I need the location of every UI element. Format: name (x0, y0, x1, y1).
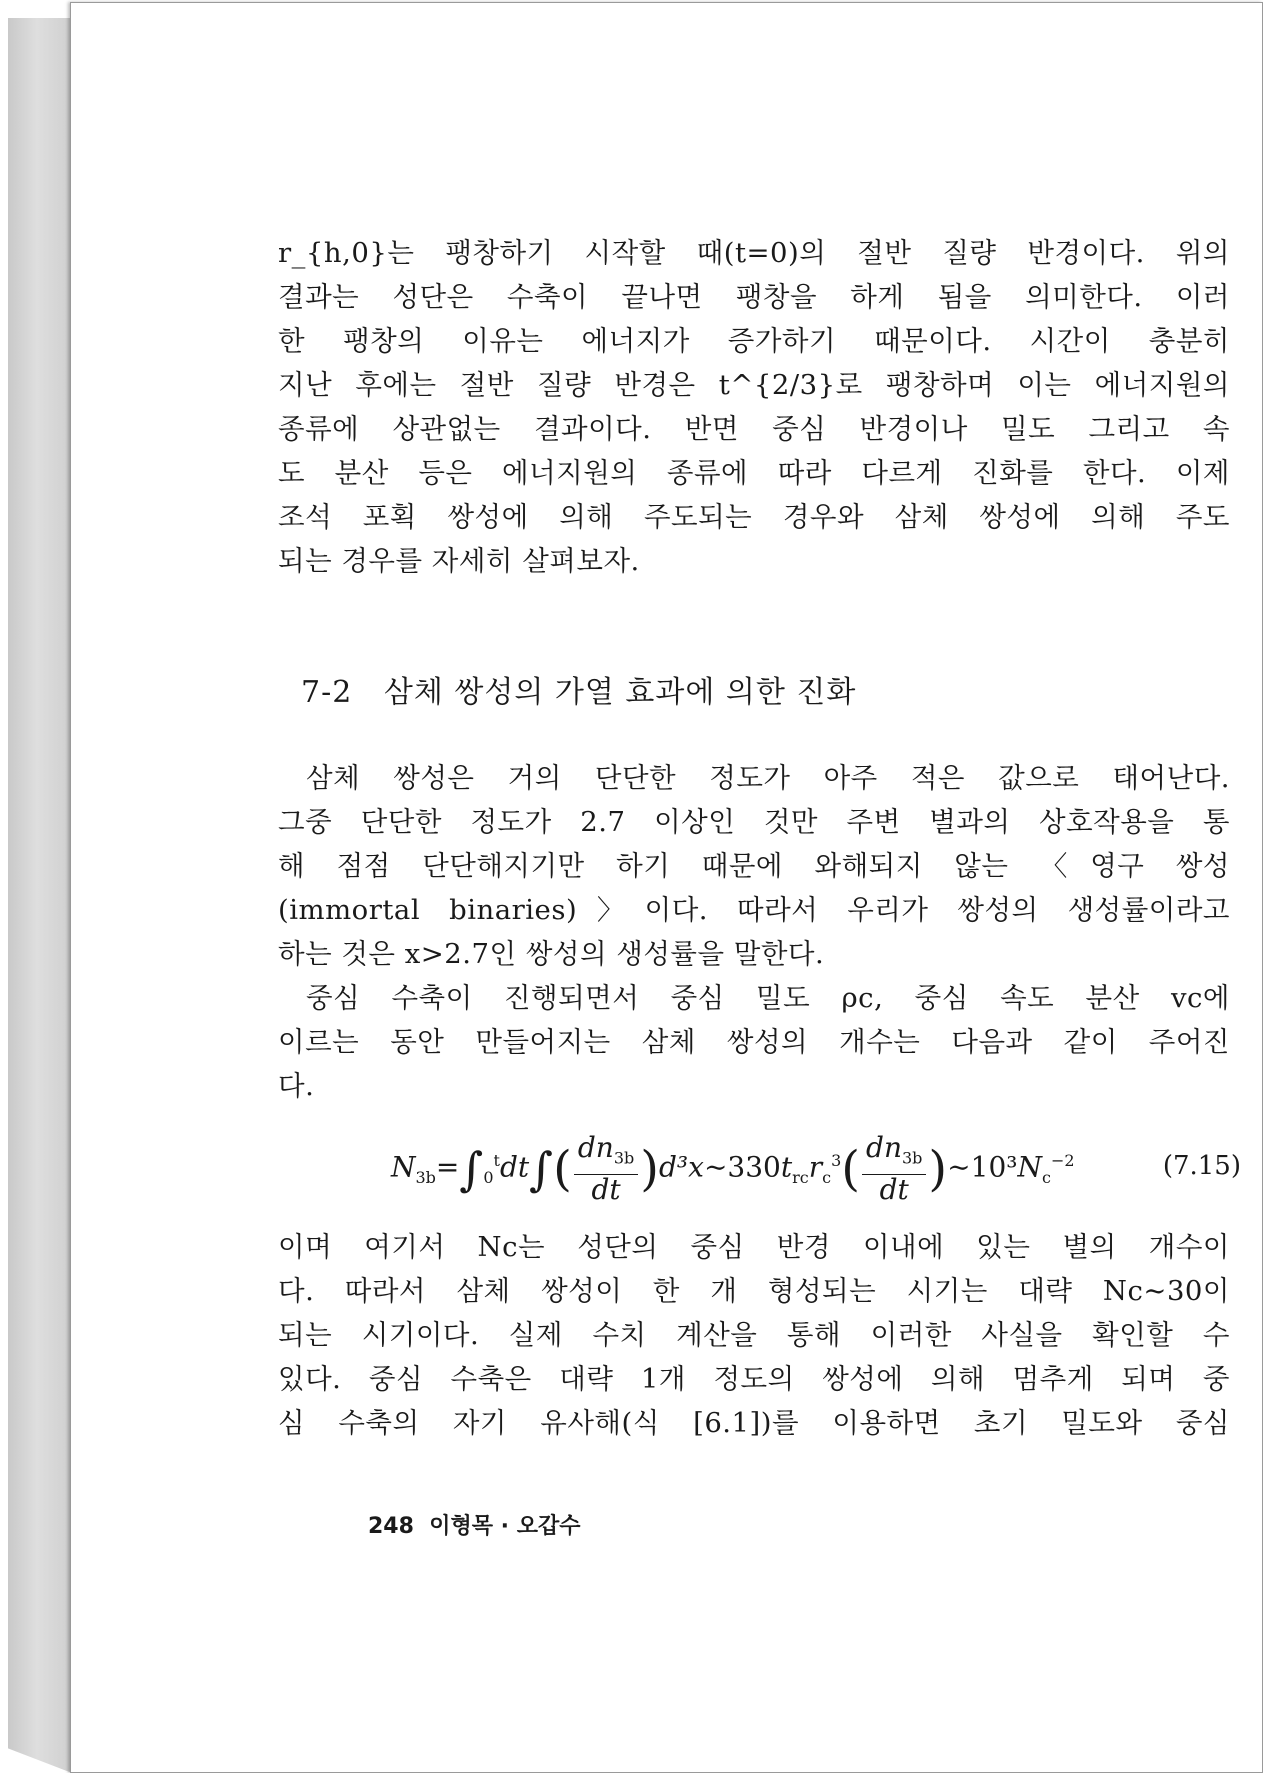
text-line: 중심 수축이 진행되면서 중심 밀도 ρc, 중심 속도 분산 vc에 (306, 982, 1230, 1014)
text-line: 종류에 상관없는 결과이다. 반면 중심 반경이나 밀도 그리고 속 (278, 413, 1230, 445)
section-number: 7-2 (301, 675, 353, 710)
integral-sign: ∫ (459, 1141, 484, 1196)
integral-sign: ∫ (529, 1141, 554, 1196)
equation-7-15 (391, 1131, 1241, 1206)
text-line: 조석 포획 쌍성에 의해 주도되는 경우와 삼체 쌍성에 의해 주도 (278, 501, 1230, 533)
text-line: 심 수축의 자기 유사해(식 [6.1])를 이용하면 초기 밀도와 중심 (278, 1407, 1230, 1439)
text-line: 삼체 쌍성은 거의 단단한 정도가 아주 적은 값으로 태어난다. (306, 762, 1230, 794)
equation-number: (7.15) (1162, 1151, 1241, 1181)
text-line: 한 팽창의 이유는 에너지가 증가하기 때문이다. 시간이 충분히 (278, 325, 1230, 357)
text-line: 이며 여기서 Nc는 성단의 중심 반경 이내에 있는 별의 개수이 (278, 1231, 1230, 1263)
text-line: 결과는 성단은 수축이 끝나면 팽창을 하게 됨을 의미한다. 이러 (278, 281, 1230, 313)
text-line: 하는 것은 x>2.7인 쌍성의 생성률을 말한다. (278, 938, 825, 970)
section-title: 삼체 쌍성의 가열 효과에 의한 진화 (383, 675, 857, 710)
text-line: 이르는 동안 만들어지는 삼체 쌍성의 개수는 다음과 같이 주어진 (278, 1026, 1230, 1058)
text-line: 다. (278, 1070, 315, 1102)
fraction: $\frac{dn_{3b}}{dt}$ (574, 1133, 638, 1205)
page-number: 248 (368, 1514, 414, 1539)
text-line: (immortal binaries)〉이다. 따라서 우리가 쌍성의 생성률이라고 (278, 894, 1230, 926)
paragraph-4 (278, 1225, 1230, 1445)
text-line: r_{h,0}는 팽창하기 시작할 때(t=0)의 절반 질량 반경이다. 위의 (278, 237, 1230, 269)
paragraph-2 (278, 756, 1230, 976)
paragraph-1 (278, 231, 1230, 583)
book-spine (8, 18, 72, 1773)
text-line: 있다. 중심 수축은 대략 1개 정도의 쌍성에 의해 멈추게 되며 중 (278, 1363, 1230, 1395)
page-footer (368, 1509, 580, 1540)
text-line: 지난 후에는 절반 질량 반경은 t^{2/3}로 팽창하며 이는 에너지원의 (278, 369, 1230, 401)
text-line: 도 분산 등은 에너지원의 종류에 따라 다르게 진화를 한다. 이제 (278, 457, 1230, 489)
equation-body: $N_{3b}=\int_0^tdt\int$( $\frac{dn_{3b}}{dt}$ )$d^3x\sim 330t_{rc}r_c^3$( $\frac{dn_{3b}}{dt}$ )$\sim 10^3N_c^{-2}$ (391, 1131, 1075, 1206)
text-line: 되는 시기이다. 실제 수치 계산을 통해 이러한 사실을 확인할 수 (278, 1319, 1230, 1351)
text-line: 다. 따라서 삼체 쌍성이 한 개 형성되는 시기는 대략 Nc∼30이 (278, 1275, 1230, 1307)
text-line: 해 점점 단단해지기만 하기 때문에 와해되지 않는 〈영구 쌍성 (278, 850, 1230, 882)
footer-authors: 이형목 · 오갑수 (429, 1514, 581, 1539)
document-page (70, 2, 1263, 1773)
text-line: 그중 단단한 정도가 2.7 이상인 것만 주변 별과의 상호작용을 통 (278, 806, 1230, 838)
section-heading (301, 667, 856, 711)
paragraph-3 (278, 976, 1230, 1108)
text-line: 되는 경우를 자세히 살펴보자. (278, 545, 640, 577)
fraction: $\frac{dn_{3b}}{dt}$ (862, 1133, 926, 1205)
